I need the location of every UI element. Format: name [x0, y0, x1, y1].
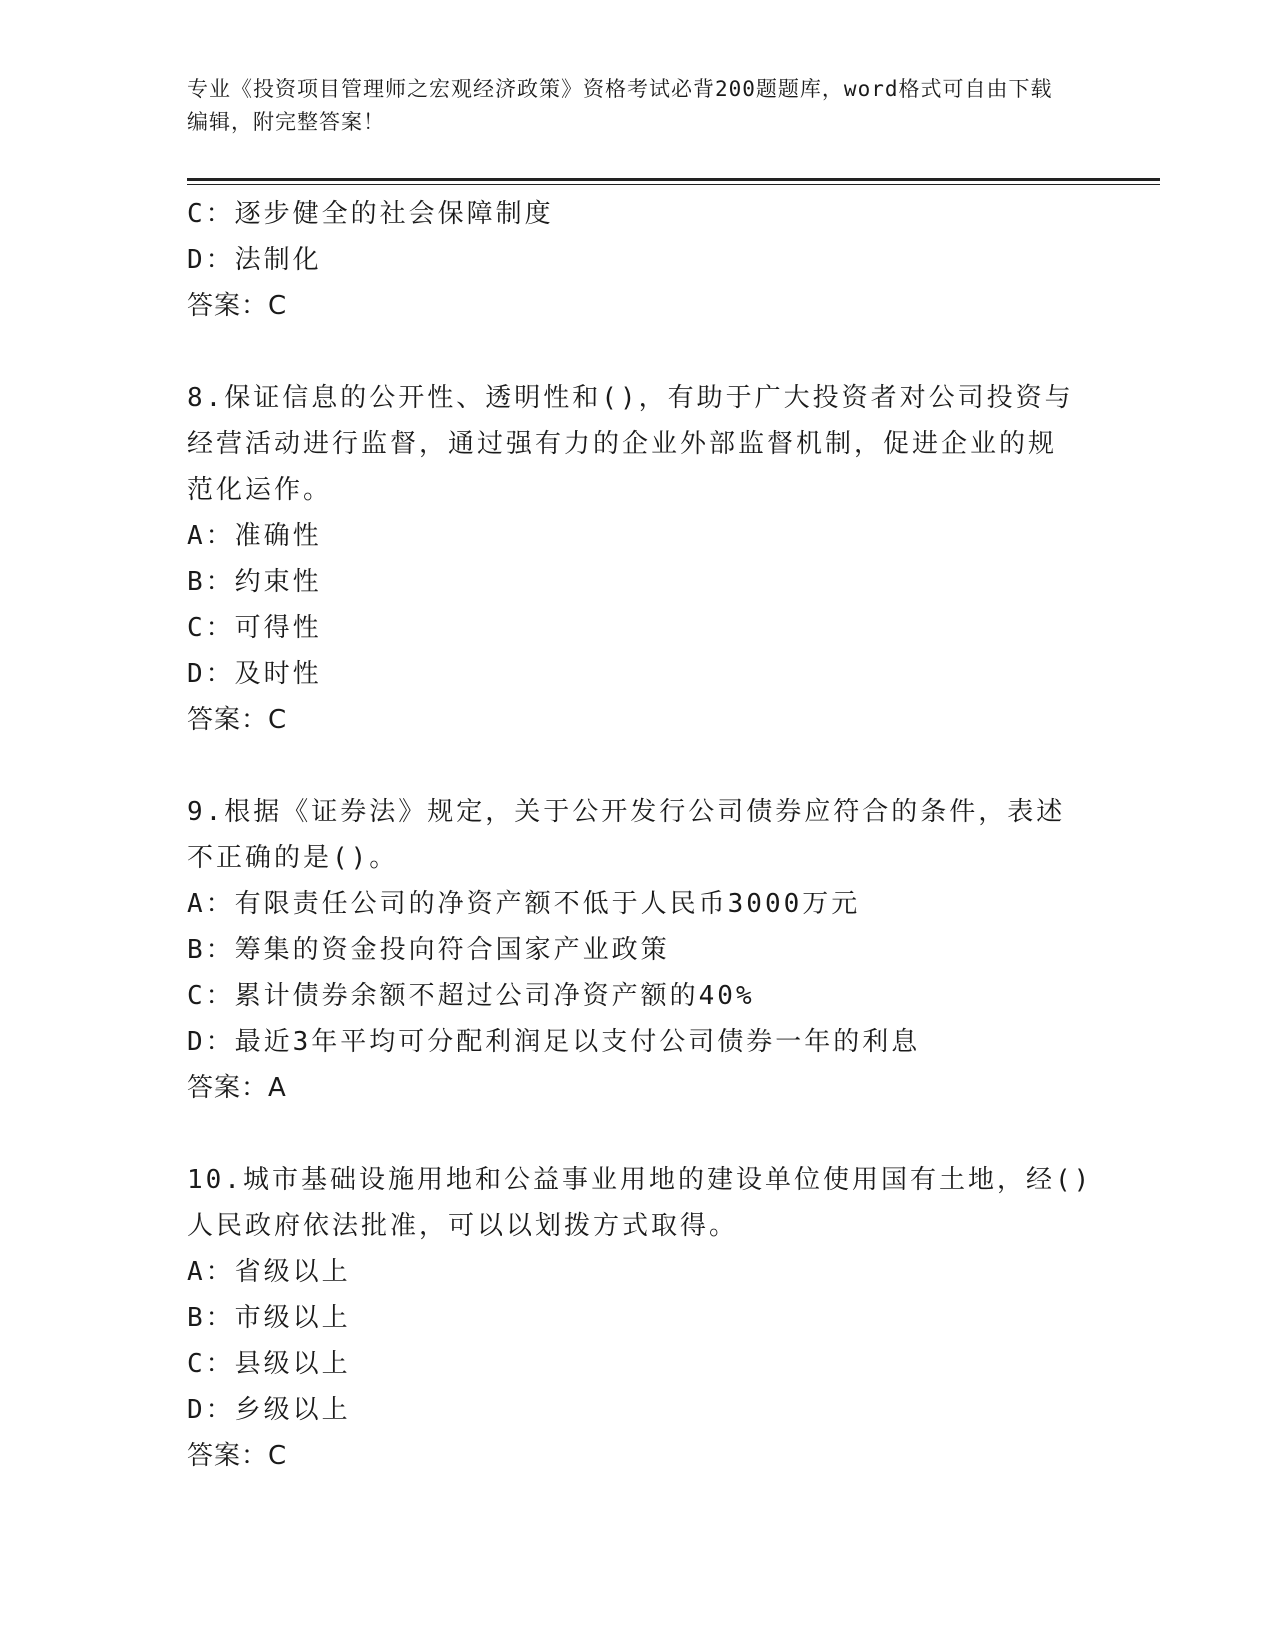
option-c: C：县级以上	[187, 1349, 351, 1379]
header-rule-thin	[187, 184, 1160, 185]
option-c: C：累计债券余额不超过公司净资产额的40%	[187, 981, 755, 1011]
question-stem-line: 8.保证信息的公开性、透明性和()，有助于广大投资者对公司投资与	[187, 383, 1074, 413]
option-d: D：最近3年平均可分配利润足以支付公司债券一年的利息	[187, 1027, 921, 1057]
answer-line: 答案：C	[187, 1441, 288, 1471]
question-stem-line: 经营活动进行监督，通过强有力的企业外部监督机制，促进企业的规	[187, 429, 1058, 459]
question-9	[187, 789, 1087, 1111]
document-body	[187, 191, 1093, 1479]
spacer	[187, 1111, 1087, 1157]
spacer	[187, 329, 1087, 375]
answer-line: 答案：C	[187, 705, 288, 735]
question-stem-line: 9.根据《证券法》规定，关于公开发行公司债券应符合的条件，表述	[187, 797, 1066, 827]
question-stem-line: 10.城市基础设施用地和公益事业用地的建设单位使用国有土地，经()	[187, 1165, 1093, 1195]
question-stem-line: 不正确的是()。	[187, 843, 399, 873]
option-a: A：有限责任公司的净资产额不低于人民币3000万元	[187, 889, 861, 919]
answer-line: 答案：C	[187, 291, 288, 321]
question-stem-line: 范化运作。	[187, 475, 333, 505]
question-stem-line: 人民政府依法批准，可以以划拨方式取得。	[187, 1211, 739, 1241]
option-b: B：市级以上	[187, 1303, 351, 1333]
spacer	[187, 743, 1087, 789]
option-c: C：逐步健全的社会保障制度	[187, 199, 554, 229]
option-d: D：法制化	[187, 245, 322, 275]
option-d: D：及时性	[187, 659, 322, 689]
question-10	[187, 1157, 1093, 1479]
question-8	[187, 375, 1087, 743]
option-b: B：筹集的资金投向符合国家产业政策	[187, 935, 670, 965]
header-rule-thick	[187, 178, 1160, 181]
answer-line: 答案：A	[187, 1073, 287, 1103]
option-d: D：乡级以上	[187, 1395, 351, 1425]
option-c: C：可得性	[187, 613, 322, 643]
question-7-continuation	[187, 191, 1087, 329]
page-header: 专业《投资项目管理师之宏观经济政策》资格考试必背200题题库，word格式可自由下载编辑，附完整答案！	[187, 77, 1053, 134]
option-a: A：省级以上	[187, 1257, 351, 1287]
option-b: B：约束性	[187, 567, 322, 597]
option-a: A：准确性	[187, 521, 322, 551]
